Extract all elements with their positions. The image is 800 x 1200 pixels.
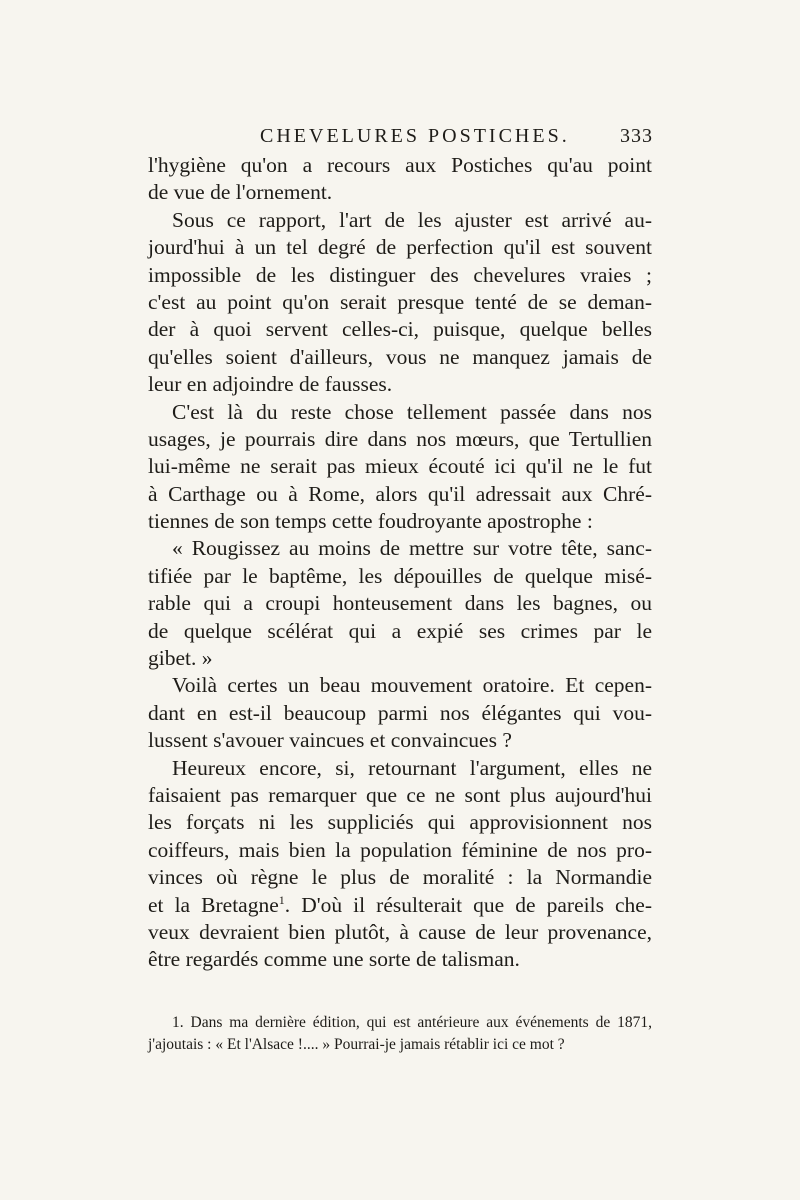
text-line: rable qui a croupi honteusement dans les bagnes, ou [148,591,652,616]
text-line: tiennes de son temps cette foudroyante apostrophe : [148,509,593,534]
text-line: gibet. » [148,646,213,671]
body-text [148,152,652,974]
text-line: usages, je pourrais dire dans nos mœurs, que Tertullien [148,426,652,451]
footnote-reference: 1 [278,892,285,907]
text-line: veux devraient bien plutôt, à cause de leur provenance, [148,919,652,944]
text-line: dant en est-il beaucoup parmi nos élégantes qui vou- [148,700,652,725]
text-line: être regardés comme une sorte de talisman. [148,947,520,972]
text-line: « Rougissez au moins de mettre sur votre tête, sanc- [172,536,652,561]
text-line: de vue de l'ornement. [148,180,333,205]
text-line [148,892,652,919]
text-line: tifiée par le baptême, les dépouilles de quelque misé- [148,563,652,588]
text-line: leur en adjoindre de fausses. [148,372,393,397]
text-line: lussent s'avouer vaincues et convaincues ? [148,728,512,753]
text-fragment: et la Bretagne [148,892,279,917]
footnote [148,1012,652,1056]
text-line: faisaient pas remarquer que ce ne sont plus aujourd'hui [148,782,652,807]
text-line: Sous ce rapport, l'art de les ajuster est arrivé au- [172,207,652,232]
text-line: impossible de les distinguer des chevelures vraies ; [148,262,652,287]
footnote-line: j'ajoutais : « Et l'Alsace !.... » Pourrai-je jamais rétablir ici ce mot ? [148,1036,565,1053]
text-line: lui-même ne serait pas mieux écouté ici qu'il ne le fut [148,454,652,479]
text-line: der à quoi servent celles-ci, puisque, quelque belles [148,317,652,342]
text-line: coiffeurs, mais bien la population féminine de nos pro- [148,837,652,862]
footnote-line: 1. Dans ma dernière édition, qui est antérieure aux événements de 1871, [172,1014,652,1031]
running-title: CHEVELURES POSTICHES. [260,125,570,147]
text-line: Heureux encore, si, retournant l'argument, elles ne [172,755,652,780]
text-line: jourd'hui à un tel degré de perfection qu'il est souvent [148,235,652,260]
text-fragment: . D'où il résulterait que de pareils che- [284,892,652,917]
page-number: 333 [620,125,653,147]
text-line: Voilà certes un beau mouvement oratoire. Et cepen- [172,673,652,698]
text-line: à Carthage ou à Rome, alors qu'il adressait aux Chré- [148,481,652,506]
text-line: c'est au point qu'on serait presque tenté de se deman- [148,289,652,314]
text-line: l'hygiène qu'on a recours aux Postiches qu'au point [148,153,652,177]
text-line: qu'elles soient d'ailleurs, vous ne manquez jamais de [148,344,652,369]
text-line: les forçats ni les suppliciés qui approvisionnent nos [148,810,652,835]
running-head [148,125,653,155]
text-line: vinces où règne le plus de moralité : la Normandie [148,865,652,890]
text-line: C'est là du reste chose tellement passée dans nos [172,399,652,424]
text-line: de quelque scélérat qui a expié ses crimes par le [148,618,652,643]
